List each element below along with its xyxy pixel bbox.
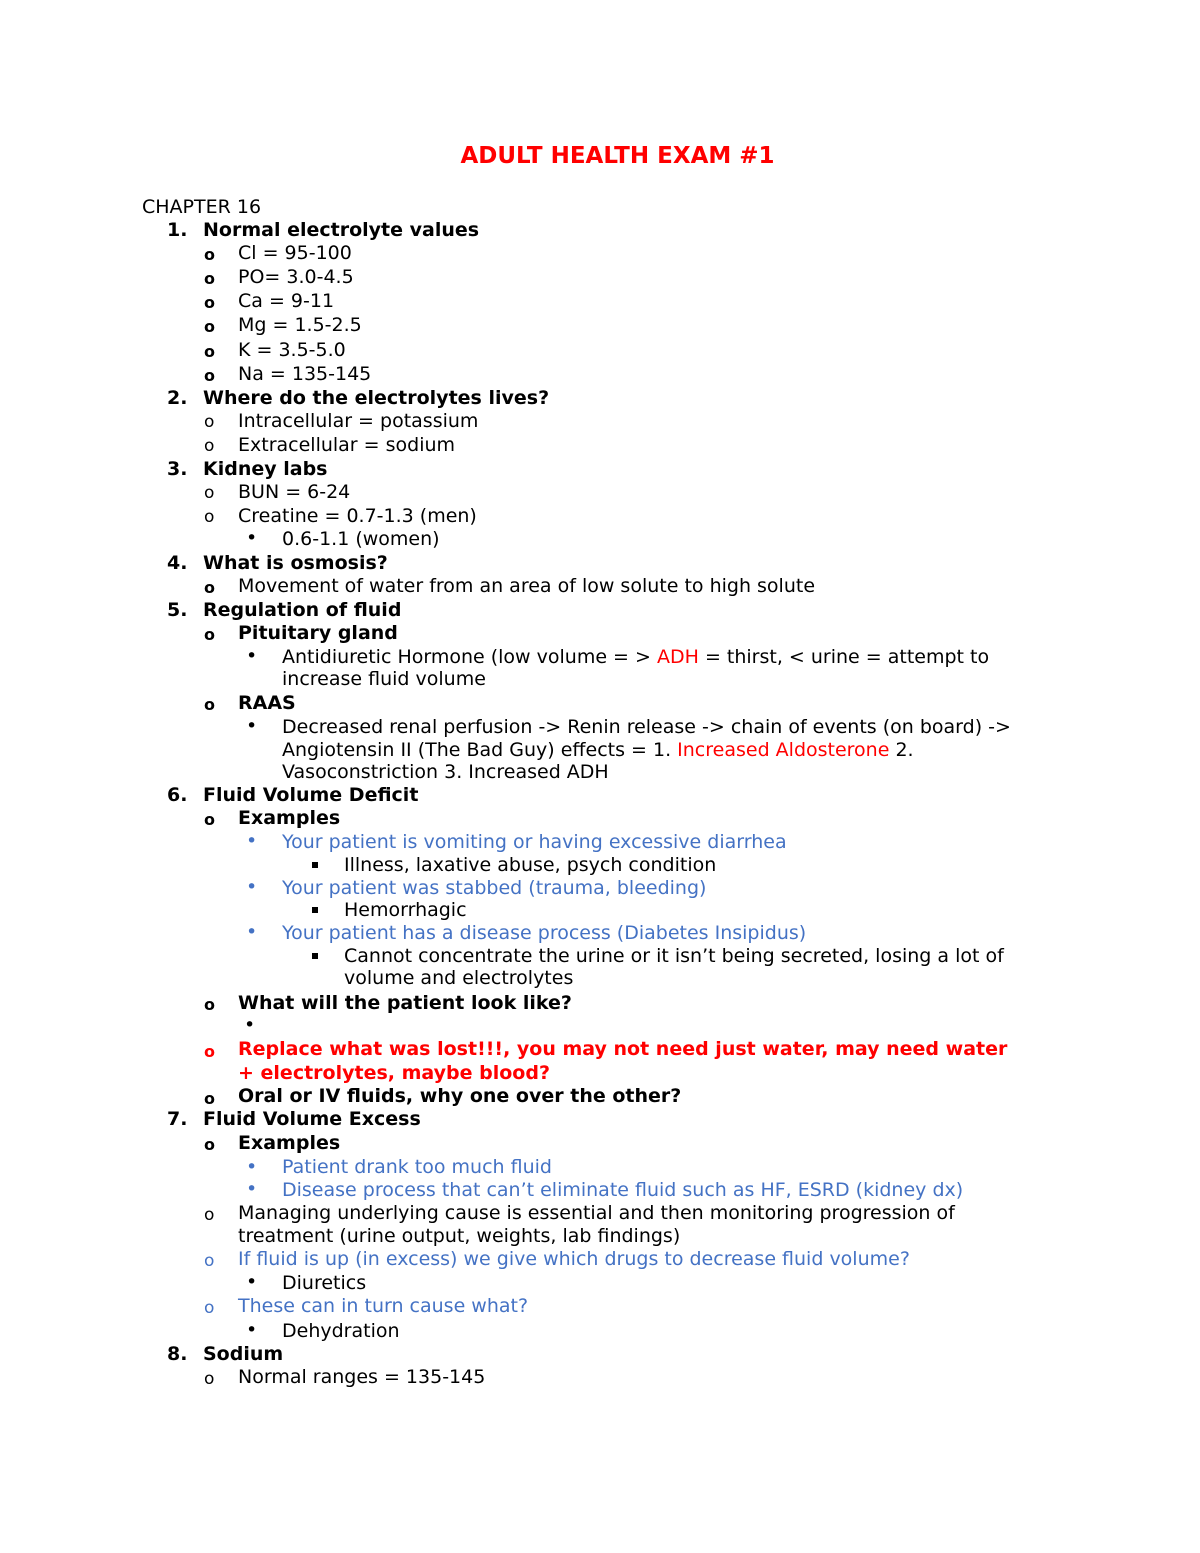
list-item: Hemorrhagic xyxy=(344,899,467,921)
circle-bullet: o xyxy=(204,342,215,361)
circle-bullet: o xyxy=(204,366,215,385)
circle-bullet: o xyxy=(204,483,215,503)
list-item: Decreased renal perfusion -> Renin release -> chain of events (on board) -> xyxy=(282,716,1011,738)
chapter-heading: CHAPTER 16 xyxy=(142,196,262,218)
list-item: Disease process that can’t eliminate fluid such as HF, ESRD (kidney dx) xyxy=(282,1179,964,1201)
answer: Dehydration xyxy=(282,1320,400,1342)
list-item-continuation: treatment (urine output, weights, lab findings) xyxy=(238,1225,681,1247)
circle-bullet: o xyxy=(204,293,215,312)
sub-heading: Examples xyxy=(238,1132,341,1154)
sub-heading: Pituitary gland xyxy=(238,622,398,644)
sub-heading: What will the patient look like? xyxy=(238,992,572,1014)
section-heading: What is osmosis? xyxy=(203,552,388,574)
circle-bullet: o xyxy=(204,1369,215,1389)
circle-bullet: o xyxy=(204,245,215,264)
circle-bullet: o xyxy=(204,1205,215,1225)
list-item: Intracellular = potassium xyxy=(238,410,479,432)
list-item: Mg = 1.5-2.5 xyxy=(238,314,362,336)
bullet: • xyxy=(246,1319,258,1341)
bullet: • xyxy=(246,715,258,737)
sub-heading: Oral or IV fluids, why one over the other? xyxy=(238,1085,682,1107)
bullet: • xyxy=(246,830,258,852)
circle-bullet: o xyxy=(204,317,215,336)
square-bullet xyxy=(312,862,318,868)
question: If fluid is up (in excess) we give which drugs to decrease fluid volume? xyxy=(238,1248,910,1270)
section-number: 8. xyxy=(167,1343,188,1365)
circle-bullet: o xyxy=(204,578,215,597)
highlight-note-continuation: + electrolytes, maybe blood? xyxy=(238,1062,550,1084)
section-heading: Normal electrolyte values xyxy=(203,219,480,241)
circle-bullet: o xyxy=(204,695,215,714)
sub-heading: Examples xyxy=(238,807,341,829)
list-item: Patient drank too much fluid xyxy=(282,1156,552,1178)
circle-bullet: o xyxy=(204,436,215,456)
bullet: • xyxy=(244,1014,256,1036)
bullet: • xyxy=(246,1271,258,1293)
circle-bullet: o xyxy=(204,810,215,829)
question: These can in turn cause what? xyxy=(238,1295,529,1317)
circle-bullet: o xyxy=(204,1298,215,1318)
section-heading: Regulation of fluid xyxy=(203,599,402,621)
circle-bullet: o xyxy=(204,412,215,432)
document-title: ADULT HEALTH EXAM #1 xyxy=(460,143,775,169)
list-item: PO= 3.0-4.5 xyxy=(238,266,354,288)
bullet: • xyxy=(246,876,258,898)
section-heading: Fluid Volume Excess xyxy=(203,1108,421,1130)
list-item: Your patient has a disease process (Diabetes Insipidus) xyxy=(282,922,807,944)
list-item: Cl = 95-100 xyxy=(238,242,352,264)
section-number: 7. xyxy=(167,1108,188,1130)
list-item: K = 3.5-5.0 xyxy=(238,339,346,361)
circle-bullet: o xyxy=(204,1251,215,1271)
section-number: 3. xyxy=(167,458,188,480)
list-item: Na = 135-145 xyxy=(238,363,372,385)
answer: Diuretics xyxy=(282,1272,367,1294)
section-number: 4. xyxy=(167,552,188,574)
section-number: 6. xyxy=(167,784,188,806)
bullet: • xyxy=(246,921,258,943)
circle-bullet: o xyxy=(204,995,215,1014)
section-number: 2. xyxy=(167,387,188,409)
list-item-continuation: volume and electrolytes xyxy=(344,967,574,989)
square-bullet xyxy=(312,907,318,913)
bullet: • xyxy=(246,645,258,667)
list-item: Ca = 9-11 xyxy=(238,290,335,312)
circle-bullet: o xyxy=(204,1135,215,1154)
list-item: BUN = 6-24 xyxy=(238,481,351,503)
list-item: Your patient was stabbed (trauma, bleeding) xyxy=(282,877,707,899)
bullet: • xyxy=(246,1178,258,1200)
bullet: • xyxy=(246,527,258,549)
section-heading: Where do the electrolytes lives? xyxy=(203,387,550,409)
circle-bullet: o xyxy=(204,269,215,288)
list-item-continuation: Vasoconstriction 3. Increased ADH xyxy=(282,761,609,783)
list-item: Normal ranges = 135-145 xyxy=(238,1366,486,1388)
section-heading: Kidney labs xyxy=(203,458,328,480)
highlight-note: Replace what was lost!!!, you may not need just water, may need water xyxy=(238,1038,1008,1060)
list-item-continuation: Angiotensin II (The Bad Guy) effects = 1. Increased Aldosterone 2. xyxy=(282,739,914,761)
list-item: Managing underlying cause is essential and then monitoring progression of xyxy=(238,1202,955,1224)
section-heading: Fluid Volume Deficit xyxy=(203,784,419,806)
square-bullet xyxy=(312,953,318,959)
list-item: Cannot concentrate the urine or it isn’t being secreted, losing a lot of xyxy=(344,945,1004,967)
list-item: Extracellular = sodium xyxy=(238,434,456,456)
circle-bullet: o xyxy=(204,1042,215,1061)
circle-bullet: o xyxy=(204,1089,215,1108)
section-number: 5. xyxy=(167,599,188,621)
list-item: Antidiuretic Hormone (low volume = > ADH = thirst, < urine = attempt to xyxy=(282,646,990,668)
list-item: Creatine = 0.7-1.3 (men) xyxy=(238,505,477,527)
circle-bullet: o xyxy=(204,625,215,644)
list-item: Illness, laxative abuse, psych condition xyxy=(344,854,717,876)
list-item-continuation: increase fluid volume xyxy=(282,668,486,690)
list-item: Movement of water from an area of low solute to high solute xyxy=(238,575,816,597)
list-item: 0.6-1.1 (women) xyxy=(282,528,440,550)
bullet: • xyxy=(246,1156,258,1178)
section-heading: Sodium xyxy=(203,1343,284,1365)
section-number: 1. xyxy=(167,219,188,241)
circle-bullet: o xyxy=(204,507,215,527)
sub-heading: RAAS xyxy=(238,692,296,714)
list-item: Your patient is vomiting or having excessive diarrhea xyxy=(282,831,787,853)
